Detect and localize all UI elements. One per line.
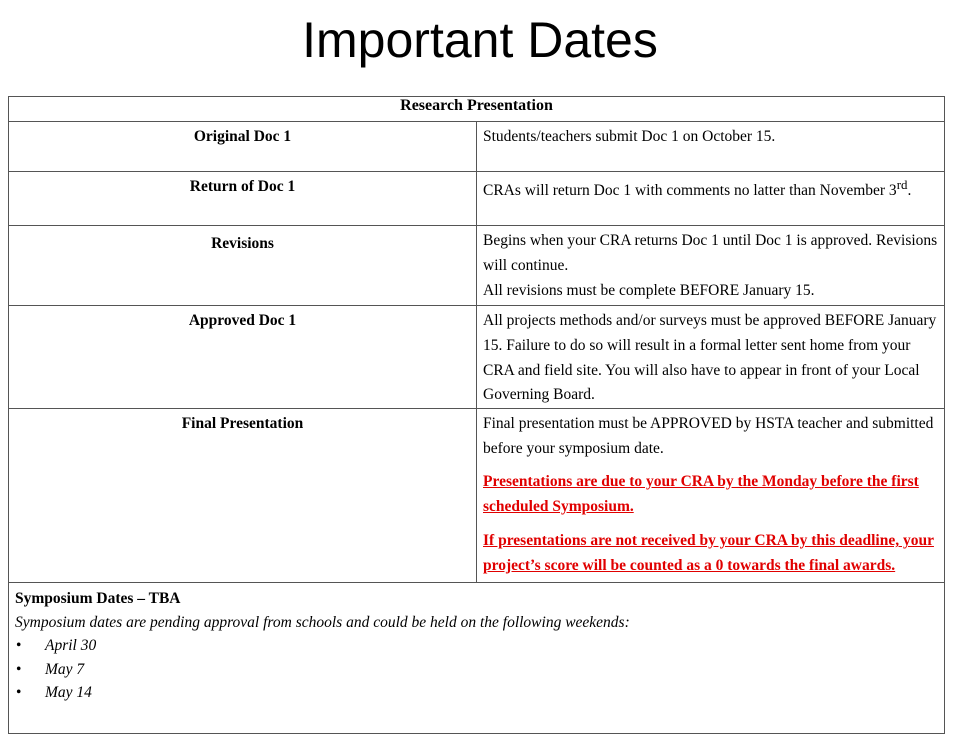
table-header-row — [9, 97, 945, 122]
table-row — [9, 172, 945, 226]
table-row — [9, 409, 945, 583]
final-presentation-text: Final presentation must be APPROVED by HSTA teacher and submitted before your symposium date. — [483, 415, 934, 457]
weekend-list — [15, 634, 938, 705]
table-row — [9, 306, 945, 409]
bullet-icon: • — [16, 684, 22, 702]
list-item — [16, 658, 938, 682]
table-row — [9, 583, 945, 734]
table-heading: Research Presentation — [9, 97, 945, 122]
bullet-icon: • — [16, 637, 22, 655]
weekend-date: May 14 — [45, 684, 92, 702]
row-text-revisions — [477, 226, 945, 306]
list-item — [16, 634, 938, 658]
row-label-revisions: Revisions — [9, 226, 477, 306]
return-doc-text: CRAs will return Doc 1 with comments no latter than November 3 — [483, 182, 897, 200]
weekend-date: May 7 — [45, 660, 85, 678]
revisions-line: All revisions must be complete BEFORE January 15. — [483, 281, 815, 299]
row-text-approved-doc: All projects methods and/or surveys must be approved BEFORE January 15. Failure to do so will result in a formal letter sent home from your CRA and field site. You will also have to appear in front of your Local Governing Board. — [477, 306, 945, 409]
row-text-final-presentation — [477, 409, 945, 583]
return-doc-text-end: . — [907, 182, 912, 200]
row-label-approved-doc: Approved Doc 1 — [9, 306, 477, 409]
symposium-note: Symposium dates are pending approval from schools and could be held on the following weekends: — [15, 613, 630, 631]
row-text-return-doc — [477, 172, 945, 226]
symposium-title: Symposium Dates – TBA — [15, 590, 181, 608]
penalty-alert: If presentations are not received by your CRA by this deadline, your project’s score will be counted as a 0 towards the final awards. — [483, 532, 934, 575]
row-label-final-presentation: Final Presentation — [9, 409, 477, 583]
weekend-date: April 30 — [45, 637, 97, 655]
table-row — [9, 226, 945, 306]
row-label-original-doc: Original Doc 1 — [9, 122, 477, 172]
deadline-alert: Presentations are due to your CRA by the Monday before the first scheduled Symposium. — [483, 472, 919, 515]
return-doc-superscript: rd — [896, 177, 908, 192]
important-dates-table — [8, 96, 945, 734]
symposium-section — [9, 583, 945, 734]
revisions-line: Begins when your CRA returns Doc 1 until Doc 1 is approved. Revisions will continue. — [483, 232, 938, 274]
table-row — [9, 122, 945, 172]
list-item — [16, 681, 938, 705]
page-title: Important Dates — [302, 12, 658, 68]
row-text-original-doc: Students/teachers submit Doc 1 on October 15. — [477, 122, 945, 172]
bullet-icon: • — [16, 660, 22, 678]
row-label-return-doc: Return of Doc 1 — [9, 172, 477, 226]
